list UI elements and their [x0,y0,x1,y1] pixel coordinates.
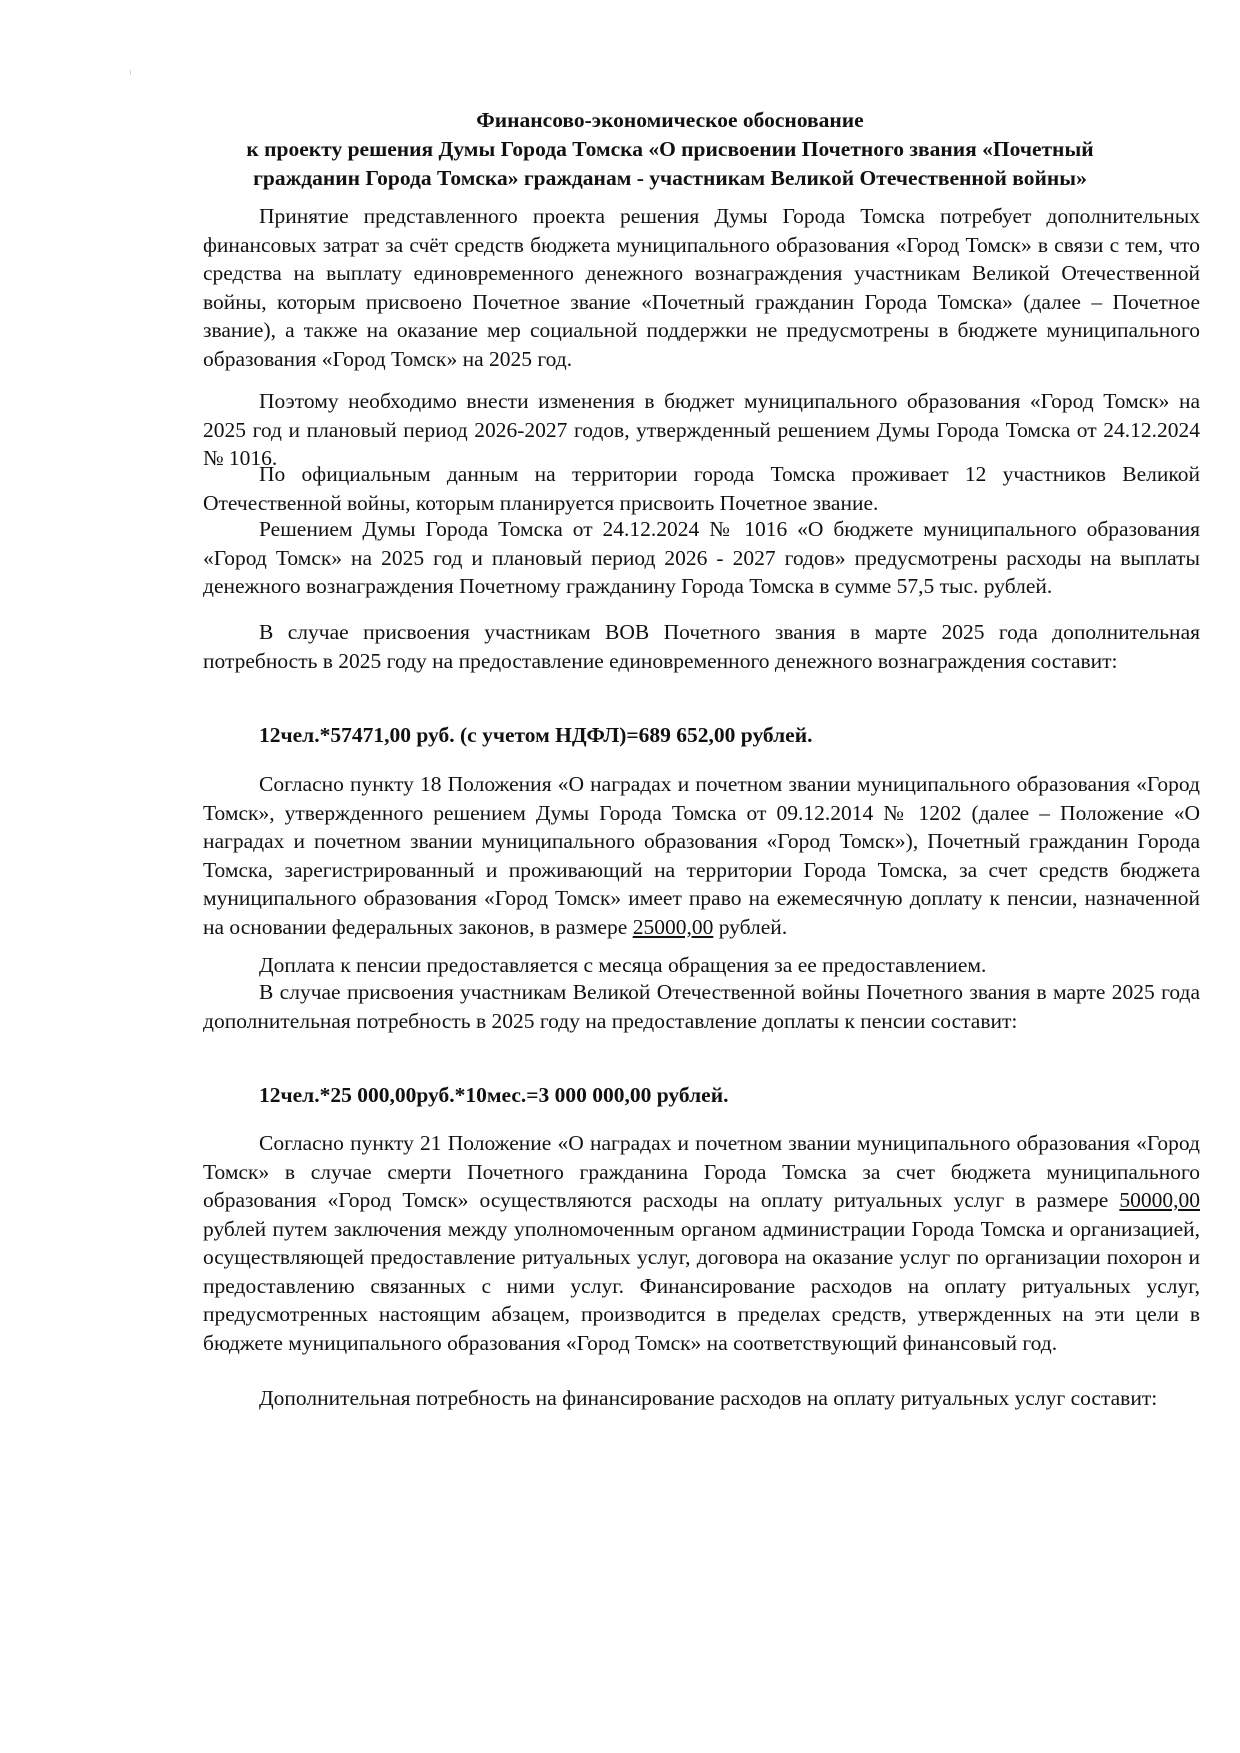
paragraph-pension-need: В случае присвоения участникам Великой Отечественной войны Почетного звания в марте 2025 года дополнительная потребность в 2025 году на предоставление доплаты к пенсии составит: [203,980,1200,1033]
scan-artifact [130,70,131,75]
paragraph-ritual-text: Согласно пункту 21 Положение «О наградах и почетном звании муниципального образования «Город Томск» в случае смерти Почетного гражданина Города Томска за счет бюджета муниципального образования «Город Томск» осуществляются расходы на оплату ритуальных услуг в размере [203,1131,1200,1212]
formula-pension-calculation: 12чел.*25 000,00руб.*10мес.=3 000 000,00 рублей. [259,1083,729,1107]
paragraph-pension-text-end: рублей. [713,914,788,939]
paragraph-budget-changes: Поэтому необходимо внести изменения в бюджет муниципального образования «Город Томск» на 2025 год и плановый период 2026-2027 годов, утвержденный решением Думы Города Томска от 24.12.2024 № 1016. [203,389,1200,470]
pension-supplement-amount: 25000,00 [632,914,714,939]
paragraph-pension-text: Согласно пункту 18 Положения «О наградах и почетном звании муниципального образования «Город Томск», утвержденного решением Думы Города Томска от 09.12.2014 № 1202 (далее – Положение «О наградах и почетном звании муниципального образования «Город Томск»), Почетный гражданин Города Томска, зарегистрированный и проживающий на территории Города Томска, за счет средств бюджета муниципального образования «Город Томск» имеет право на ежемесячную доплату к пенсии, назначенной на основании федеральных законов, в размере [203,772,1200,939]
paragraph-budget-decision: Решением Думы Города Томска от 24.12.2024 № 1016 «О бюджете муниципального образования «Город Томск» на 2025 год и плановый период 2026 - 2027 годов» предусмотрены расходы на выплаты денежного вознаграждения Почетному гражданину Города Томска в сумме 57,5 тыс. рублей. [203,517,1200,598]
paragraph-reward-need: В случае присвоения участникам ВОВ Почетного звания в марте 2025 года дополнительная потребность в 2025 году на предоставление единовременного денежного вознаграждения составит: [203,620,1200,673]
ritual-services-amount: 50000,00 [1119,1188,1200,1212]
paragraph-budget-need: Принятие представленного проекта решения Думы Города Томска потребует дополнительных финансовых затрат за счёт средств бюджета муниципального образования «Город Томск» в связи с тем, что средства на выплату единовременного денежного вознаграждения участникам Великой Отечественной войны, которым присвоено Почетное звание «Почетный гражданин Города Томска» (далее – Почетное звание), а также на оказание мер социальной поддержки не предусмотрены в бюджете муниципального образования «Город Томск» на 2025 год. [203,204,1200,371]
formula-reward-calculation: 12чел.*57471,00 руб. (с учетом НДФЛ)=689 652,00 рублей. [259,723,813,747]
document-title-line-3: гражданин Города Томска» гражданам - участникам Великой Отечественной войны» [253,166,1087,190]
paragraph-pension-start: Доплата к пенсии предоставляется с месяца обращения за ее предоставлением. [259,953,987,977]
paragraph-ritual-text-end: рублей путем заключения между уполномоченным органом администрации Города Томска и организацией, осуществляющей предоставление ритуальных услуг, договора на оказание услуг по организации похорон и предоставлению связанных с ними услуг. Финансирование расходов на оплату ритуальных услуг, предусмотренных настоящим абзацем, производится в пределах средств, утвержденных на эти цели в бюджете муниципального образования «Город Томск» на соответствующий финансовый год. [203,1216,1200,1355]
paragraph-ritual-need: Дополнительная потребность на финансирование расходов на оплату ритуальных услуг составит: [259,1386,1158,1410]
document-title-line-1: Финансово-экономическое обоснование [476,108,864,132]
document-title-line-2: к проекту решения Думы Города Томска «О присвоении Почетного звания «Почетный [246,137,1094,161]
paragraph-veterans-count: По официальным данным на территории города Томска проживает 12 участников Великой Отечественной войны, которым планируется присвоить Почетное звание. [203,462,1200,515]
paragraph-pension-supplement [203,770,1200,941]
paragraph-ritual-services [203,1129,1200,1357]
